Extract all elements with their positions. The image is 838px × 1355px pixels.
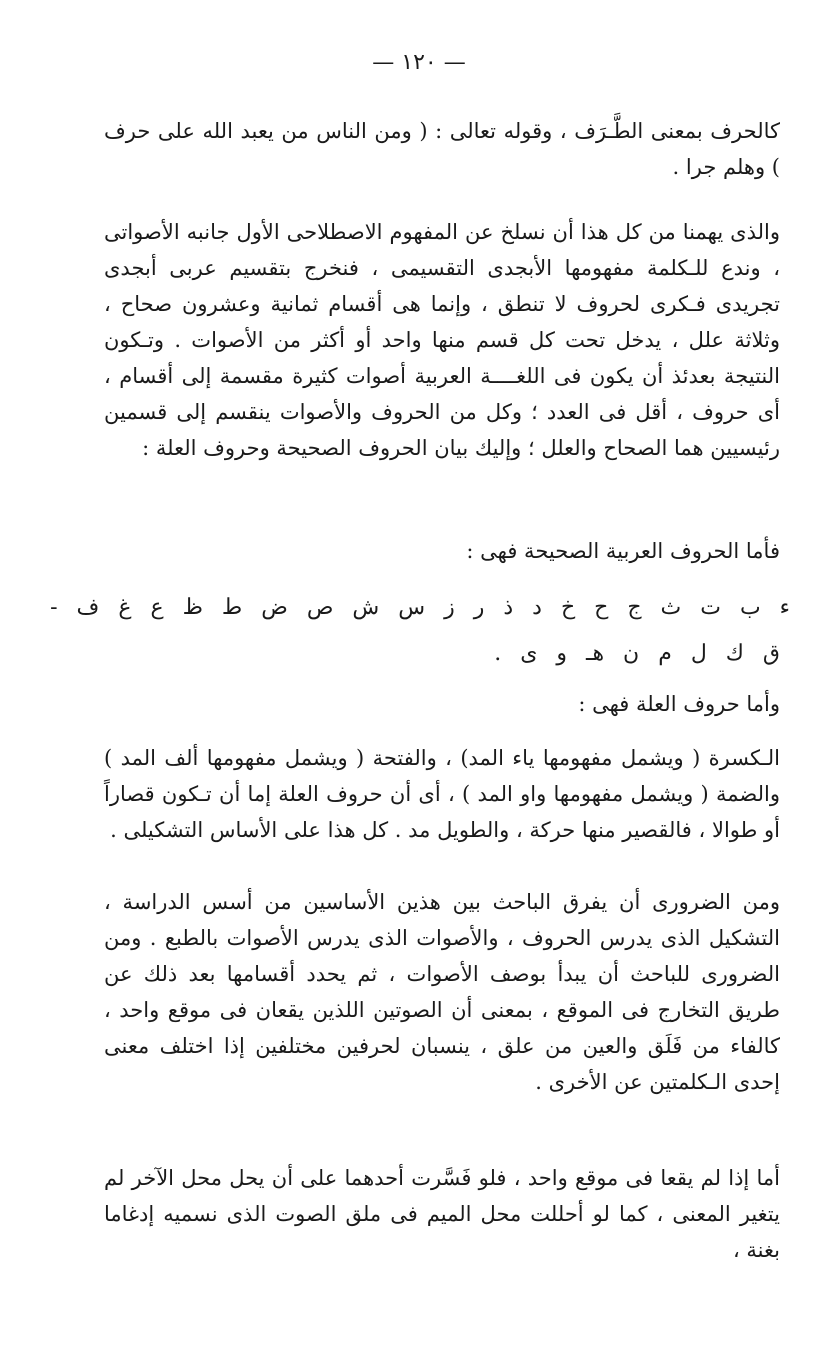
- paragraph-3-text: فأما الحروف العربية الصحيحة فهى :: [466, 539, 780, 563]
- paragraph-6-text: ومن الضرورى أن يفرق الباحث بين هذين الأساسين من أسس الدراسة ، التشكيل الذى يدرس الحروف ، والأصوات الذى يدرس الأصوات بالطبع . ومن الضرورى للباحث أن يبدأ بوصف الأصوات ، ثم يحدد أقسامها بعد ذلك عن طريق التخارج فى الموقع ، بمعنى أن الصوتين اللذين يقعان فى موقع واحد ، كالفاء من فَلَق والعين من علق ، ينسبان لحرفين مختلفين إذا اختلف معنى إحدى الـكلمتين عن الأخرى .: [104, 890, 780, 1094]
- paragraph-5: [104, 740, 780, 848]
- consonant-letters-line-1: ء ب ت ث ج ح خ د ذ ر ز س ش ص ض ط ظ ع غ ف -: [50, 595, 790, 620]
- paragraph-1: [104, 113, 780, 185]
- paragraph-3: [104, 533, 780, 569]
- paragraph-1-text: كالحرف بمعنى الطَّـرَف ، وقوله تعالى : ( ومن الناس من يعبد الله على حرف ) وهلم جرا .: [104, 119, 780, 179]
- page-number: — ١٢٠ —: [372, 50, 466, 75]
- paragraph-4-text: وأما حروف العلة فهى :: [578, 692, 780, 716]
- paragraph-7-text: أما إذا لم يقعا فى موقع واحد ، فلو فَسَّرت أحدهما على أن يحل محل الآخر لم يتغير المعنى ، كما لو أحللت محل الميم فى ملق الصوت الذى نسميه إدغاما بغنة ،: [104, 1166, 780, 1262]
- paragraph-2: [104, 214, 780, 466]
- paragraph-4: [104, 686, 780, 722]
- paragraph-5-text: الـكسرة ( ويشمل مفهومها ياء المد) ، والفتحة ( ويشمل مفهومها ألف المد ) والضمة ( ويشمل مفهومها واو المد ) ، أى أن حروف العلة إما أن تـكون قصاراً أو طوالا ، فالقصير منها حركة ، والطويل مد . كل هذا على الأساس التشكيلى .: [104, 746, 780, 842]
- paragraph-7: [104, 1160, 780, 1268]
- paragraph-6: [104, 884, 780, 1100]
- paragraph-2-text: والذى يهمنا من كل هذا أن نسلخ عن المفهوم الاصطلاحى الأول جانبه الأصواتى ، وندع للـكلمة مفهومها الأبجدى التقسيمى ، فنخرج بتقسيم عربى أبجدى تجريدى فـكرى لحروف لا تنطق ، وإنما هى أقسام ثمانية وعشرون صحاح ، وثلاثة علل ، يدخل تحت كل قسم منها واحد أو أكثر من الأصوات . وتـكون النتيجة بعدئذ أن يكون فى اللغــــة العربية أصوات كثيرة مقسمة إلى أقسام ، أى حروف ، أقل فى العدد ؛ وكل من الحروف والأصوات ينقسم إلى قسمين رئيسيين هما الصحاح والعلل ؛ وإليك بيان الحروف الصحيحة وحروف العلة :: [104, 220, 780, 460]
- consonant-letters-line-2: ق ك ل م ن هـ و ى .: [494, 641, 780, 666]
